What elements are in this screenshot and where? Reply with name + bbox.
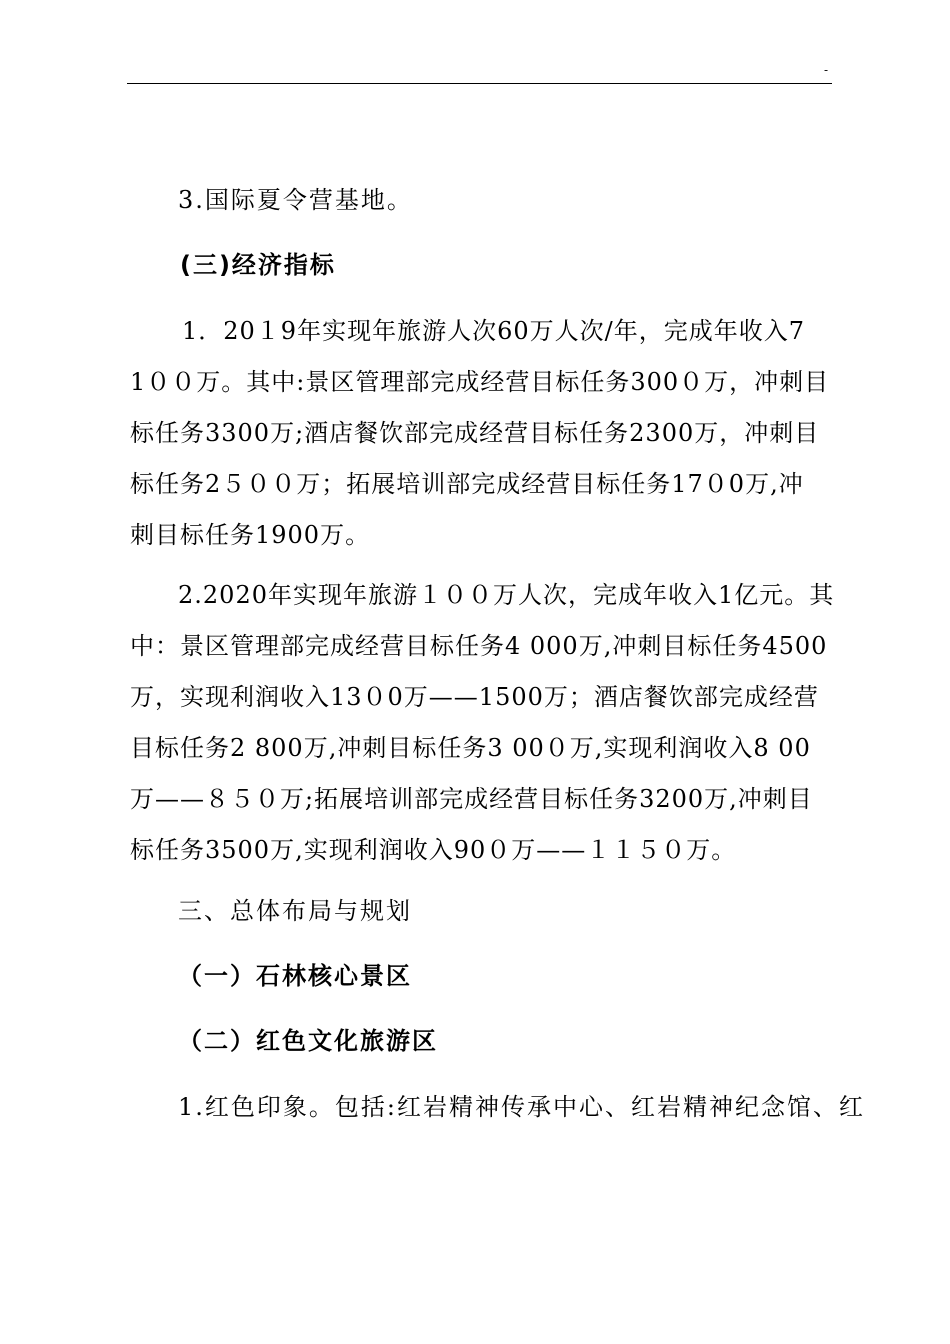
text-line: 2.2020年实现年旅游１００万人次，完成年收入1亿元。其 [178,581,835,609]
text-line: 刺目标任务1900万。 [130,521,371,549]
subsection-heading-red-culture: （二）红色文化旅游区 [178,1027,438,1055]
text-line: 1．20１9年实现年旅游人次60万人次/年，完成年收入7 [182,317,805,345]
text-line: 中：景区管理部完成经营目标任务4 000万,冲刺目标任务4500 [130,632,828,660]
text-line: 1００万。其中:景区管理部完成经营目标任务300０万，冲刺目 [130,368,830,396]
paragraph-2019-targets [130,306,832,561]
section-heading-overall-layout: 三、总体布局与规划 [178,897,412,925]
text-line: 标任务3500万,实现利润收入90０万——１１５０万。 [130,836,737,864]
text-line: 目标任务2 800万,冲刺目标任务3 00０万,实现利润收入8 00 [130,734,811,762]
text-line: 标任务3300万;酒店餐饮部完成经营目标任务2300万，冲刺目 [130,419,820,447]
text-line: 标任务2５００万；拓展培训部完成经营目标任务17０0万,冲 [130,470,804,498]
text-line: 万，实现利润收入13０0万——1500万；酒店餐饮部完成经营 [130,683,819,711]
paragraph-2020-targets [130,570,835,876]
section-heading-economic-indicators: (三)经济指标 [180,251,336,279]
header-mark: - [824,63,829,77]
header-rule [127,83,832,84]
subsection-heading-stone-forest: （一）石林核心景区 [178,962,412,990]
list-item-summer-camp: 3.国际夏令营基地。 [178,186,413,214]
list-item-red-impression: 1.红色印象。包括:红岩精神传承中心、红岩精神纪念馆、红 [178,1093,865,1121]
text-line: 万——８５０万;拓展培训部完成经营目标任务3200万,冲刺目 [130,785,813,813]
